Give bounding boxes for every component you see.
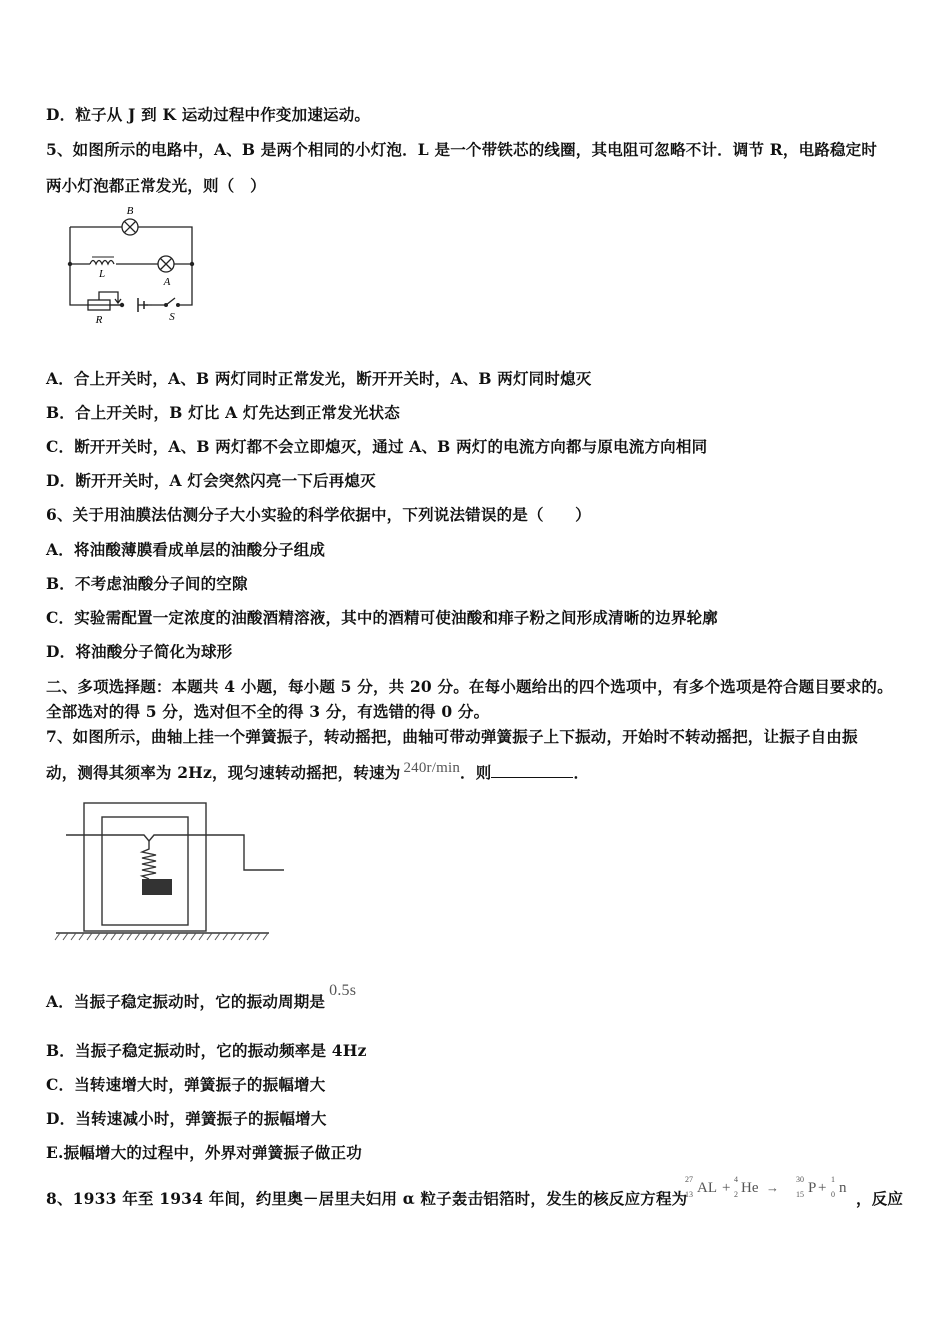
q5-option-a: A．合上开关时，A、B 两灯同时正常发光，断开开关时，A、B 两灯同时熄灭: [46, 369, 592, 388]
q7-stem-end: ．: [573, 763, 590, 782]
label-a: A: [163, 276, 171, 288]
al-mass-number: 27: [685, 1175, 693, 1184]
q8-stem-post: ，反应: [856, 1189, 904, 1208]
q7-stem-line2: [46, 761, 589, 783]
n-atomic-number: 0: [831, 1190, 835, 1199]
section2-line1: 二、多项选择题：本题共 4 小题，每小题 5 分，共 20 分。在每小题给出的四个选项中，有多个选项是符合题目要求的。: [46, 677, 893, 696]
he-atomic-number: 2: [734, 1190, 738, 1199]
q6-option-b: B．不考虑油酸分子间的空隙: [46, 574, 248, 593]
q7-spring-crank-figure: [54, 797, 286, 943]
reaction-arrow: →: [766, 1180, 779, 1195]
label-s: S: [169, 311, 175, 323]
q6-option-a: A．将油酸薄膜看成单层的油酸分子组成: [46, 540, 326, 559]
q7-answer-blank[interactable]: [491, 763, 573, 778]
q5-option-c: C．断开开关时，A、B 两灯都不会立即熄灭，通过 A、B 两灯的电流方向都与原电流方向相同: [46, 437, 708, 456]
inductor-coil: [90, 261, 114, 265]
q8-stem-pre: 8、1933 年至 1934 年间，约里奥－居里夫妇用 α 粒子轰击铝箔时，发生的核反应方程为: [46, 1189, 688, 1208]
al-symbol: AL: [697, 1180, 717, 1196]
q5-stem-line1: 5、如图所示的电路中，A、B 是两个相同的小灯泡．L 是一个带铁芯的线圈，其电阻可忽略不计．调节 R，电路稳定时: [46, 140, 878, 159]
q7-speed: 240r/min: [403, 760, 461, 776]
q7-option-a: [46, 982, 357, 1012]
q7-option-c: C．当转速增大时，弹簧振子的振幅增大: [46, 1075, 326, 1094]
p-symbol: P: [808, 1180, 817, 1196]
label-b: B: [126, 205, 134, 217]
plus-sign-2: +: [818, 1180, 827, 1196]
he-symbol: He: [741, 1180, 759, 1196]
al-atomic-number: 13: [685, 1190, 693, 1199]
oscillator-mass: [142, 879, 172, 895]
spring: [142, 841, 156, 879]
section2-line2: 全部选对的得 5 分，选对但不全的得 3 分，有选错的得 0 分。: [46, 702, 490, 721]
q8-nuclear-equation: [684, 1172, 856, 1204]
n-mass-number: 1: [831, 1175, 835, 1184]
q6-option-d: D．将油酸分子简化为球形: [46, 642, 233, 661]
q7-option-d: D．当转速减小时，弹簧振子的振幅增大: [46, 1109, 327, 1128]
q5-option-b: B．合上开关时，B 灯比 A 灯先达到正常发光状态: [46, 403, 400, 422]
q7-option-b: B．当振子稳定振动时，它的振动频率是 4Hz: [46, 1041, 367, 1060]
q7-stem-line2-text: 动，测得其须率为 2Hz，现匀速转动摇把，转速为: [46, 763, 401, 782]
q5-option-d: D．断开开关时，A 灯会突然闪亮一下后再熄灭: [46, 471, 376, 490]
q7-stem-then: ．则: [460, 763, 492, 782]
q7-option-a-text: A．当振子稳定振动时，它的振动周期是: [46, 992, 326, 1011]
p-mass-number: 30: [796, 1175, 804, 1184]
q4-option-d: D．粒子从 J 到 K 运动过程中作变加速运动。: [46, 105, 371, 124]
plus-sign-1: +: [722, 1180, 731, 1196]
label-r: R: [95, 314, 103, 325]
he-mass-number: 4: [734, 1175, 738, 1184]
q5-stem-line2: 两小灯泡都正常发光，则（ ）: [46, 176, 266, 195]
q6-option-c: C．实验需配置一定浓度的油酸酒精溶液，其中的酒精可使油酸和痱子粉之间形成清晰的边界轮廓: [46, 608, 718, 627]
q7-stem-line1: 7、如图所示，曲轴上挂一个弹簧振子，转动摇把，曲轴可带动弹簧振子上下振动，开始时不转动摇把，让振子自由振: [46, 727, 858, 746]
label-l: L: [98, 268, 106, 280]
q7-period: 0.5s: [329, 982, 357, 999]
p-atomic-number: 15: [796, 1190, 804, 1199]
q5-circuit-figure: [60, 203, 200, 325]
q6-stem: 6、关于用油膜法估测分子大小实验的科学依据中，下列说法错误的是（ ）: [46, 505, 591, 524]
n-symbol: n: [839, 1180, 847, 1196]
q7-option-e: E.振幅增大的过程中，外界对弹簧振子做正功: [46, 1143, 362, 1162]
